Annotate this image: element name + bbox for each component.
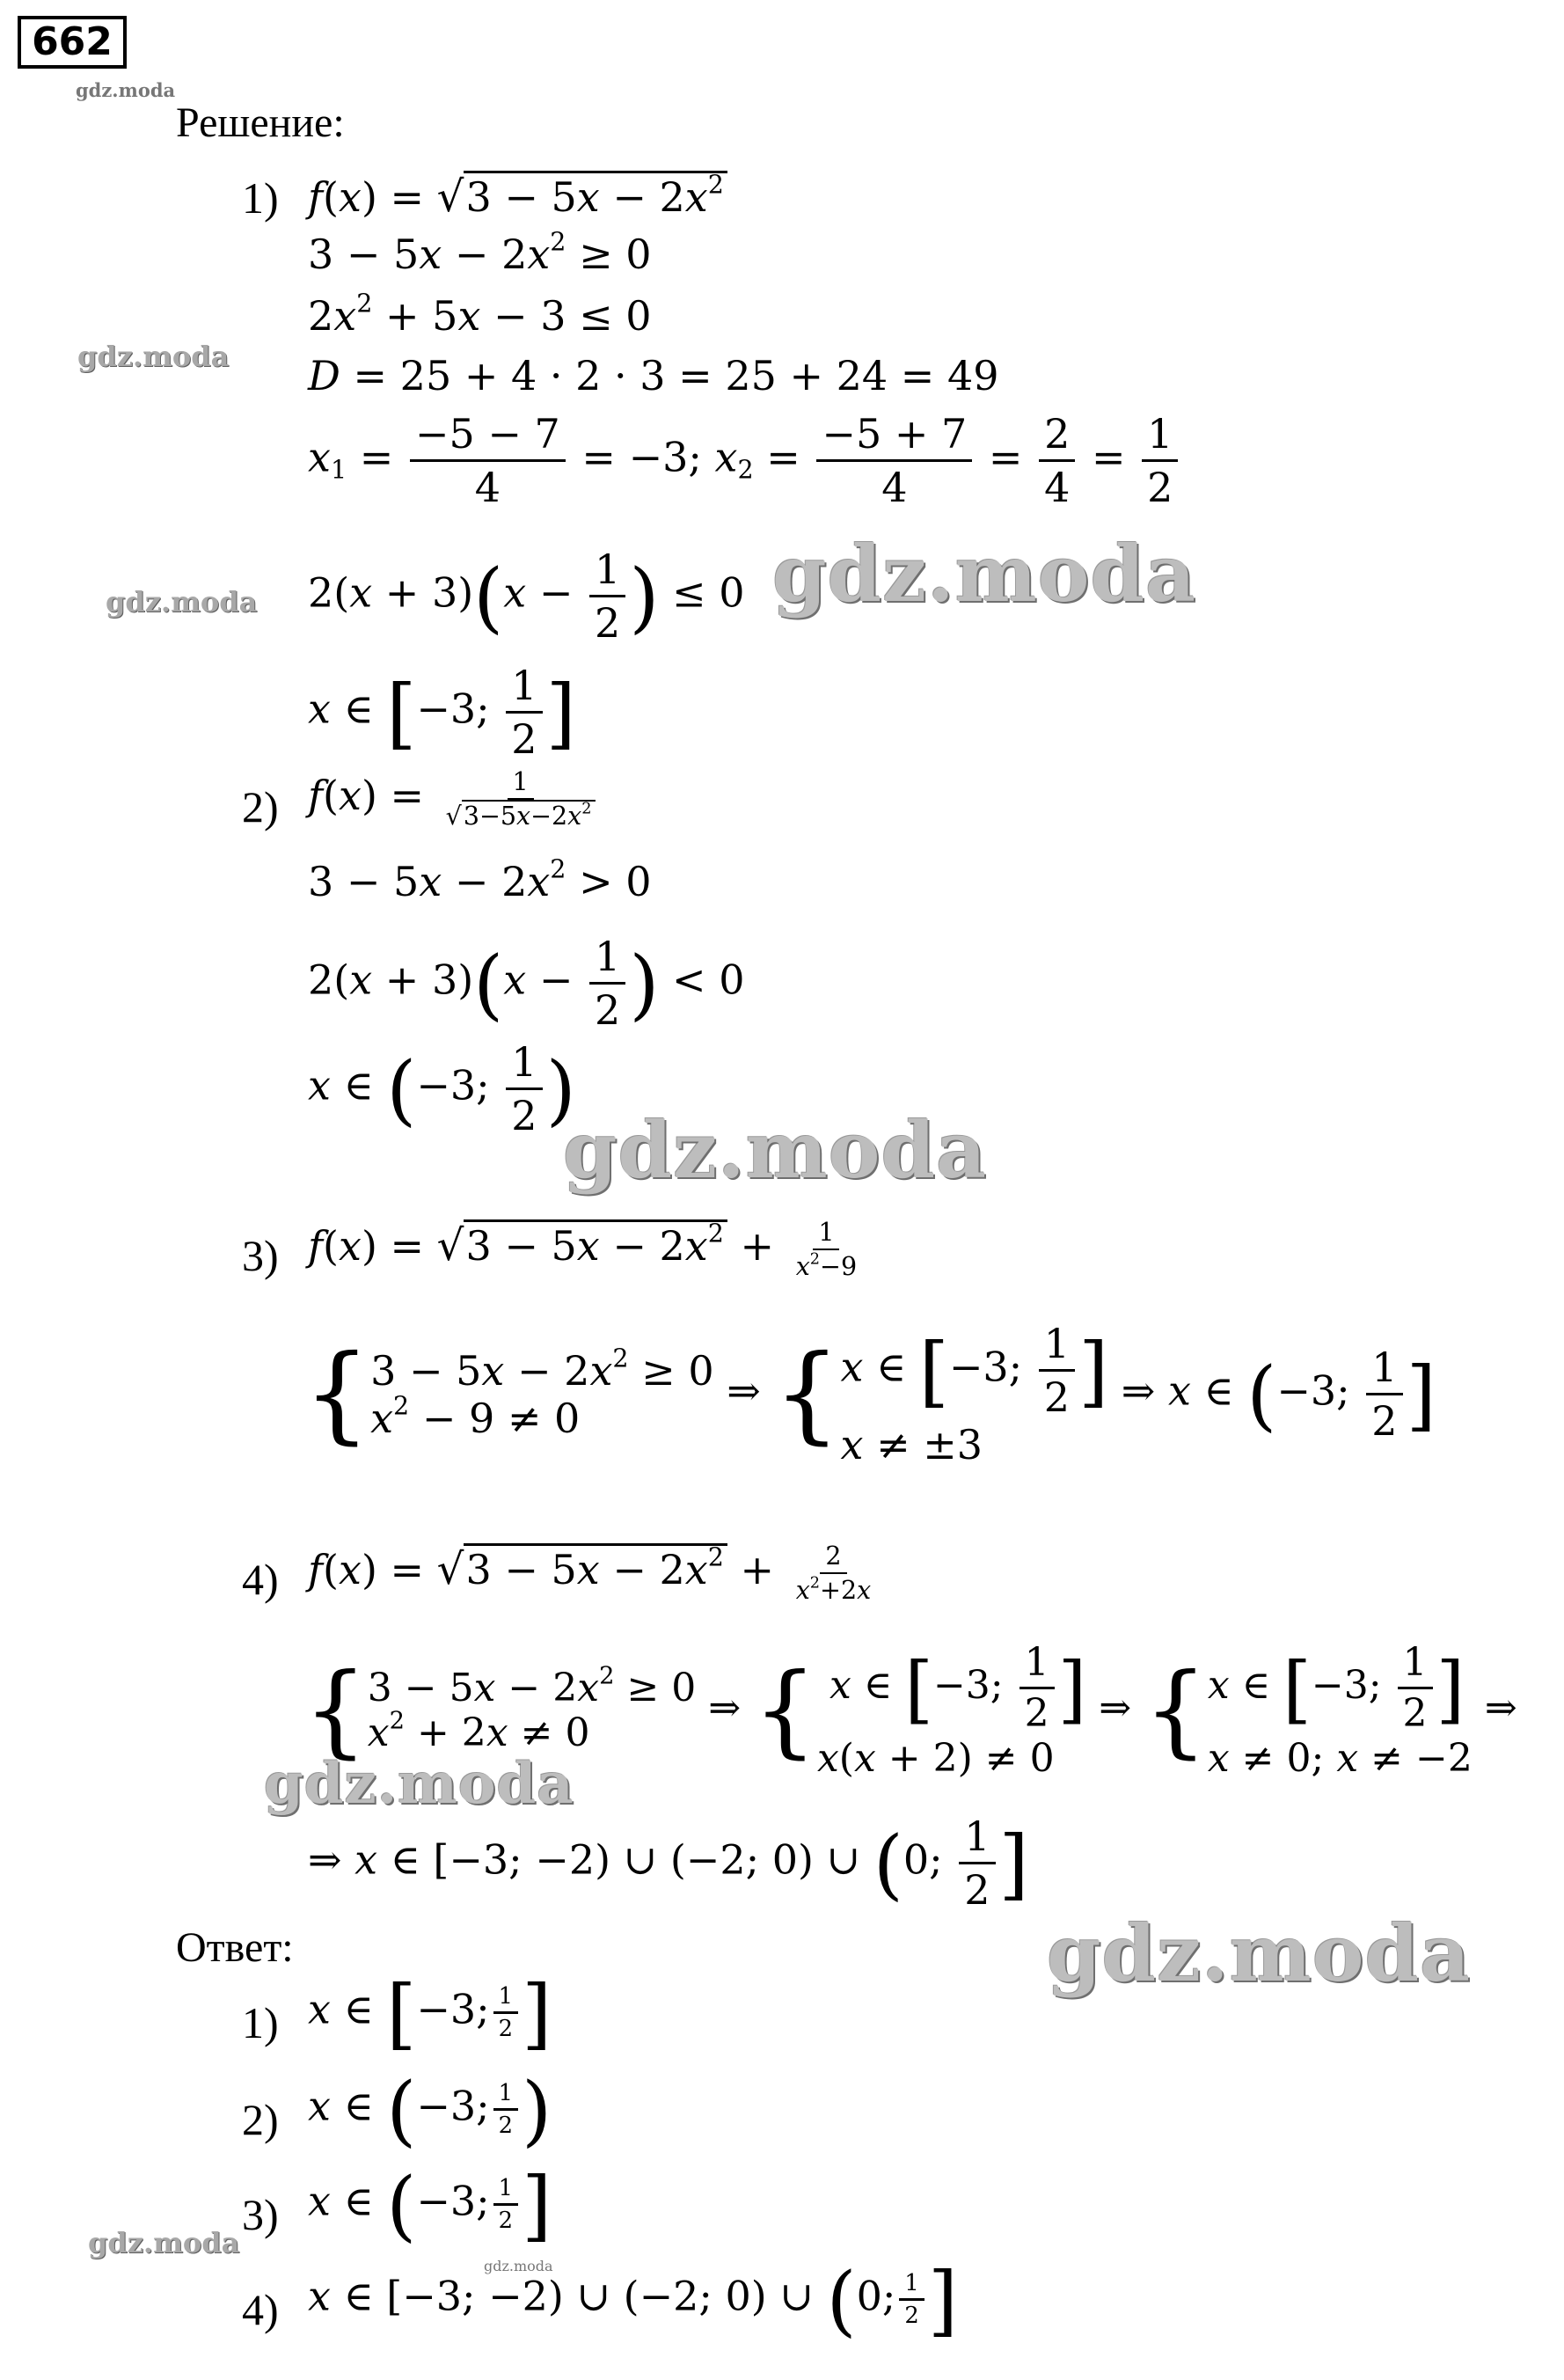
task-number: 662 [18,16,127,69]
watermark-top: gdz.moda [76,79,176,101]
answer-number-2: 2) [242,2095,279,2144]
s2-function: f(x) = $\frac{1}{√3-5x-2x^2}$ [308,767,604,831]
s2-interval: x ∈ (−3; $\frac{1}{2}$ ) [308,1038,576,1139]
s3-function: $f(x) = √3 - 5x - 2x^2$ + $\frac{1}{x^2-9}$ [308,1218,858,1281]
item-number-3: 3) [242,1231,279,1280]
watermark-left-2: gdz.moda [106,585,258,619]
watermark-left-1: gdz.moda [77,340,230,373]
answer-1: x ∈ [−3; $\frac{1}{2}$ ] [308,1968,552,2059]
answer-heading: Ответ: [176,1924,294,1971]
s4-function: $f(x) = √3 - 5x - 2x^2$ + $\frac{2}{x^2+2x}$ [308,1542,872,1605]
solution-heading: Решение: [176,99,345,146]
s2-factored: 2(x + 3)(x − $\frac{1}{2}$ ) < 0 [308,933,745,1034]
watermark-large-2: gdz.moda [563,1104,988,1196]
s1-line-2: $3 - 5x - 2x^2 \ge 0$ [308,227,652,278]
watermark-large-1: gdz.moda [772,528,1197,619]
item-number-4: 4) [242,1555,279,1604]
item-number-1: 1) [242,173,279,223]
s4-result: ⇒ x ∈ [−3; −2) ∪ (−2; 0) ∪ (0; $\frac{1}{2}$ ] [308,1812,1029,1914]
watermark-micro: gdz.moda [484,2258,553,2274]
answer-number-4: 4) [242,2285,279,2334]
s1-factored: 2(x + 3)(x − $\frac{1}{2}$ ) ≤ 0 [308,546,745,647]
s3-system: { $3 - 5x - 2x^2 \ge 0$ $x^2 - 9 \ne 0$ ⇒ { x ∈ [−3; $\frac{1}{2}$ ] x ≠ ±3 ⇒ x ∈ (−3; $\frac{1}{2}$ ] [303,1320,1436,1468]
answer-3: x ∈ (−3; $\frac{1}{2}$ ] [308,2160,552,2251]
item-number-2: 2) [242,782,279,831]
answer-2: x ∈ (−3; $\frac{1}{2}$ ) [308,2065,552,2156]
watermark-large-4: gdz.moda [1047,1908,1472,1999]
s1-interval: x ∈ [−3; $\frac{1}{2}$ ] [308,662,576,763]
s1-line-3: $2x^2 + 5x - 3 \le 0$ [308,289,652,340]
s1-discriminant: D = 25 + 4 · 2 · 3 = 25 + 24 = 49 [308,352,999,399]
s2-line-2: $3 - 5x - 2x^2 > 0$ [308,854,652,905]
watermark-left-3: gdz.moda [88,2226,240,2259]
s1-roots: $x_1$ = $\frac{-5 - 7}{4}$ = −3; $x_2$ = $\frac{-5 + 7}{4}$ = $\frac{2}{4}$ = $\frac{1}{2}$ [308,410,1181,511]
s1-function: $f(x) = √3 - 5x - 2x^2$ [308,172,727,222]
answer-number-1: 1) [242,1998,279,2047]
answer-number-3: 3) [242,2190,279,2239]
s4-system: { $3 - 5x - 2x^2 \ge 0$ $x^2 + 2x \ne 0$ ⇒ { x ∈ [−3; $\frac{1}{2}$ ] x(x + 2) ≠ 0 ⇒ { x ∈ [−3; $\frac{1}{2}$ ] x ≠ 0; x ≠ −2 ⇒ [303,1640,1517,1781]
answer-4: x ∈ [−3; −2) ∪ (−2; 0) ∪ (0; $\frac{1}{2}$ ] [308,2255,958,2346]
watermark-large-3: gdz.moda [264,1751,574,1817]
